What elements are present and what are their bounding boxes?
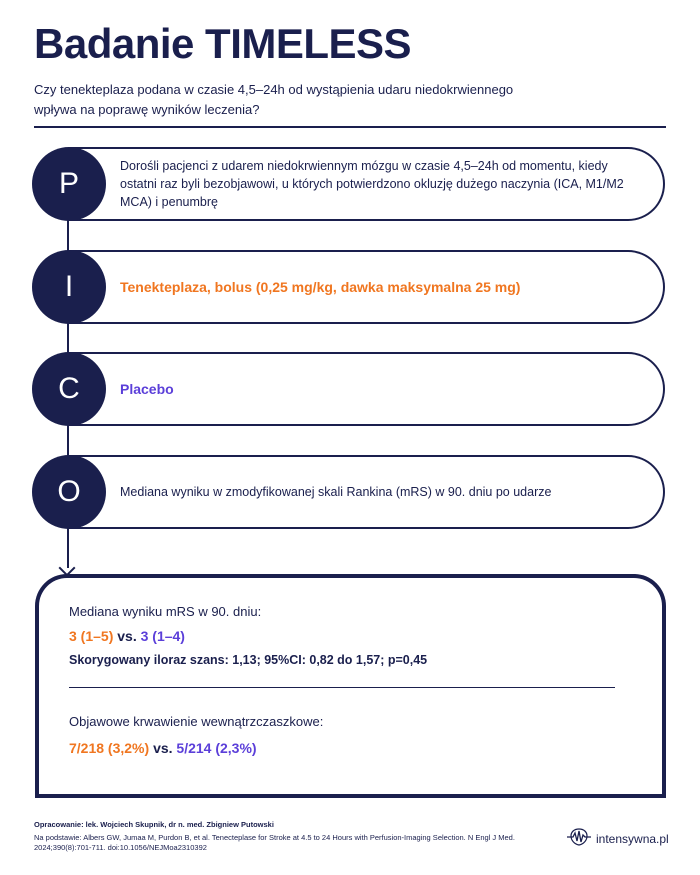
page-title: Badanie TIMELESS <box>34 20 412 67</box>
pico-circle-i: I <box>32 250 106 324</box>
mrs-placebo-value: 3 (1–4) <box>140 628 185 644</box>
odds-ratio-text: Skorygowany iloraz szans: 1,13; 95%CI: 0,82 do 1,57; p=0,45 <box>69 653 428 667</box>
footer-source-line-1: Na podstawie: Albers GW, Jumaa M, Purdon B, et al. Tenecteplase for Stroke at 4.5 to 24 Hours with Perfusion-Imaging Selection. N Engl J Med. <box>34 832 515 842</box>
pico-circle-o: O <box>32 455 106 529</box>
results-panel-bottom-border <box>35 794 666 798</box>
heartbeat-brain-icon <box>566 827 592 852</box>
pico-comparison-text: Placebo <box>120 381 174 397</box>
pico-intervention-text: Tenekteplaza, bolus (0,25 mg/kg, dawka maksymalna 25 mg) <box>120 279 521 295</box>
pico-circle-p: P <box>32 147 106 221</box>
footer-source-line-2: 2024;390(8):701-711. doi:10.1056/NEJMoa2310392 <box>34 843 207 852</box>
pico-circle-c: C <box>32 352 106 426</box>
pico-population-text: Dorośli pacjenci z udarem niedokrwiennym mózgu w czasie 4,5–24h od momentu, kiedy ostatni raz byli bezobjawowi, u których potwierdzono okluzję dużego naczynia (ICA, M1/M2 MCA) i penumbrę <box>120 159 624 209</box>
header-divider <box>34 126 666 128</box>
mrs-values <box>69 628 185 644</box>
footer-prepared-by: Opracowanie: lek. Wojciech Skupnik, dr n. med. Zbigniew Putowski <box>34 820 274 829</box>
vs-label: vs. <box>117 628 137 644</box>
brand-logo[interactable] <box>566 828 669 850</box>
brand-logo-text: intensywna.pl <box>596 832 669 846</box>
study-question-line-1: Czy tenekteplaza podana w czasie 4,5–24h od wystąpienia udaru niedokrwiennego <box>34 82 514 97</box>
bleed-values <box>69 740 257 756</box>
pico-outcome-text: Mediana wyniku w zmodyfikowanej skali Rankina (mRS) w 90. dniu po udarze <box>120 485 552 499</box>
bleed-placebo-value: 5/214 (2,3%) <box>176 740 257 756</box>
bleed-treatment-value: 7/218 (3,2%) <box>69 740 150 756</box>
footer-credits <box>34 820 534 854</box>
results-divider <box>69 687 615 688</box>
study-question-line-2: wpływa na poprawę wyników leczenia? <box>34 102 260 117</box>
mrs-label: Mediana wyniku mRS w 90. dniu: <box>69 604 262 619</box>
mrs-treatment-value: 3 (1–5) <box>69 628 114 644</box>
study-question <box>34 80 594 120</box>
bleed-label: Objawowe krwawienie wewnątrzczaszkowe: <box>69 714 324 729</box>
bleed-vs-label: vs. <box>153 740 173 756</box>
